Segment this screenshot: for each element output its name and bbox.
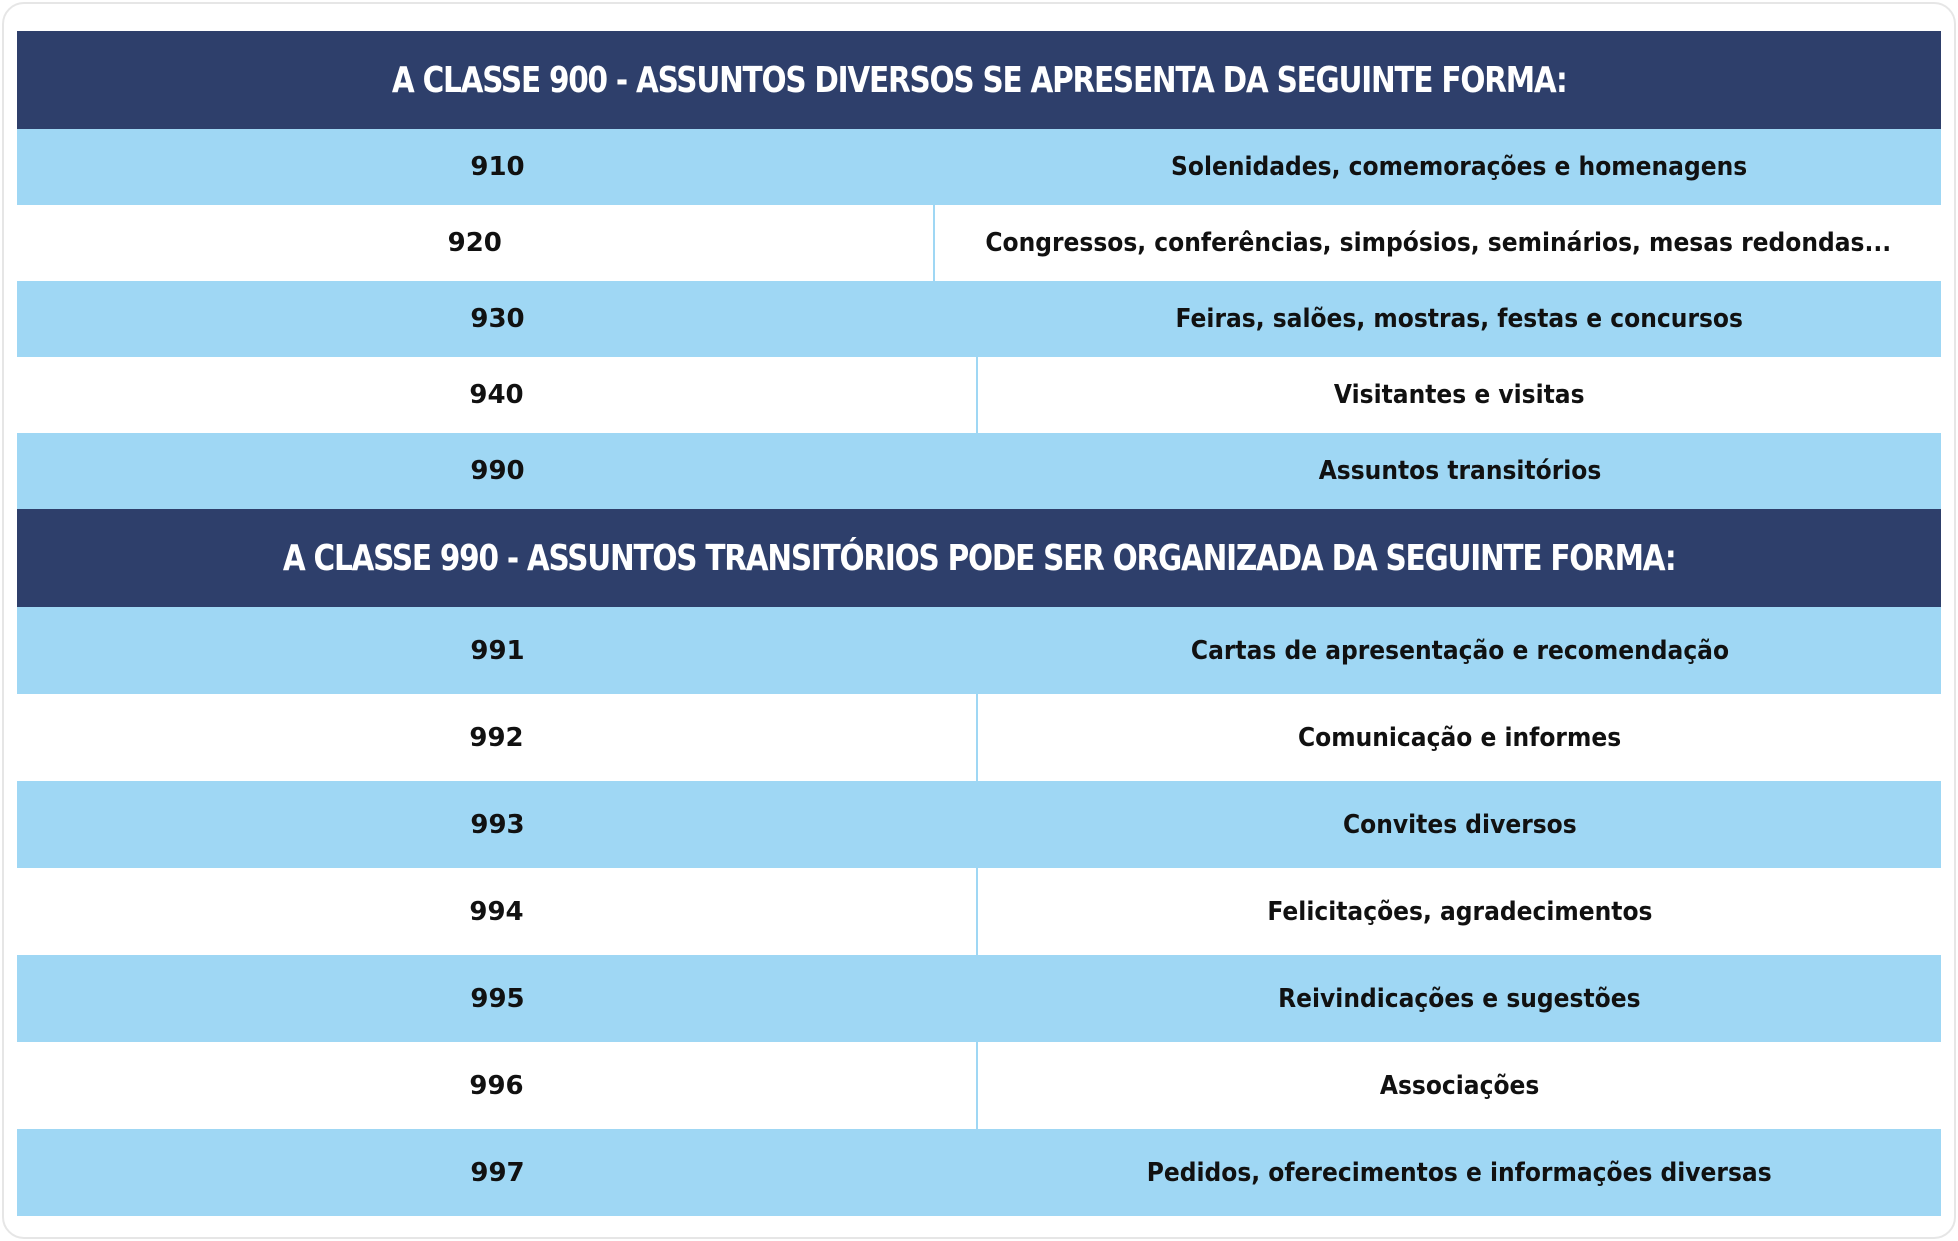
class-code: 940 xyxy=(17,357,978,433)
section-header-990 xyxy=(17,509,1941,607)
class-description: Associações xyxy=(1379,1070,1540,1101)
section-header-900 xyxy=(17,31,1941,129)
class-description: Congressos, conferências, simpósios, seminários, mesas redondas... xyxy=(984,228,1891,258)
class-code: 993 xyxy=(470,809,525,840)
table-row xyxy=(17,694,1941,781)
class-code: 990 xyxy=(470,456,525,486)
class-code: 996 xyxy=(17,1042,978,1129)
class-description: Assuntos transitórios xyxy=(1318,456,1601,486)
table-row xyxy=(17,129,1941,205)
section-title: A CLASSE 990 - ASSUNTOS TRANSITÓRIOS PODE SER ORGANIZADA DA SEGUINTE FORMA: xyxy=(282,537,1676,579)
class-description: Reivindicações e sugestões xyxy=(1278,983,1641,1014)
class-description: Comunicação e informes xyxy=(1297,722,1622,753)
class-code: 920 xyxy=(17,205,935,281)
table-row xyxy=(17,357,1941,433)
class-code: 991 xyxy=(470,635,525,666)
class-code: 930 xyxy=(470,304,525,334)
table-row xyxy=(17,205,1941,281)
table-row xyxy=(17,1129,1941,1216)
table-row xyxy=(17,1042,1941,1129)
class-code: 992 xyxy=(17,694,978,781)
class-code: 997 xyxy=(470,1157,525,1188)
section-title: A CLASSE 900 - ASSUNTOS DIVERSOS SE APRESENTA DA SEGUINTE FORMA: xyxy=(391,59,1567,101)
class-code: 995 xyxy=(470,983,525,1014)
table-row xyxy=(17,607,1941,694)
class-description: Felicitações, agradecimentos xyxy=(1266,896,1653,927)
class-code: 910 xyxy=(470,152,525,182)
class-code: 994 xyxy=(17,868,978,955)
class-description: Visitantes e visitas xyxy=(1334,380,1585,410)
class-description: Solenidades, comemorações e homenagens xyxy=(1171,152,1748,182)
class-description: Cartas de apresentação e recomendação xyxy=(1190,635,1729,666)
class-description: Pedidos, oferecimentos e informações diversas xyxy=(1147,1157,1772,1188)
table-row xyxy=(17,281,1941,357)
table-row xyxy=(17,868,1941,955)
table-row xyxy=(17,433,1941,509)
table-row xyxy=(17,955,1941,1042)
table-row xyxy=(17,781,1941,868)
classification-table xyxy=(17,31,1941,1216)
class-description: Feiras, salões, mostras, festas e concursos xyxy=(1175,304,1744,334)
class-description: Convites diversos xyxy=(1342,809,1577,840)
